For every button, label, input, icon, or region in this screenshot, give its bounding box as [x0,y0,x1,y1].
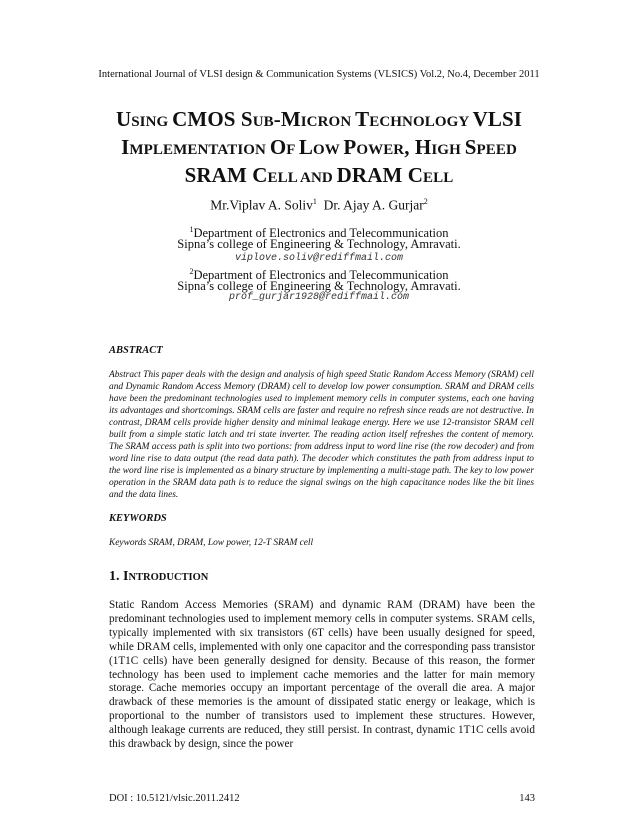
title-line3-segment-0: SRAM C [184,163,268,187]
title-line2-segment-8: , H [404,135,432,159]
title-line2-segment-3: F [286,142,299,158]
paper-title [40,107,598,191]
author-2-name: Dr. Ajay A. Gurjar [323,197,424,213]
title-line1-segment-1: SING [131,114,173,130]
affiliation-1-sup: 1 [189,225,194,234]
page-number: 143 [519,793,535,804]
introduction-heading-num: 1. I [109,569,129,584]
author-1-name: Mr.Viplav A. Soliv [210,197,313,213]
title-line3-segment-3: ELL [423,170,454,186]
title-line1-segment-8: VLSI [472,107,523,131]
title-line2-segment-10: S [464,135,477,159]
journal-header: International Journal of VLSI design & Communication Systems (VLSICS) Vol.2, No.4, December 2011 [98,69,540,80]
introduction-text: Static Random Access Memories (SRAM) and dynamic RAM (DRAM) have been the predominant technologies used to implement memory cells in computer systems. SRAM cells, typically implemented with six transistors (6T cells) have been usually designed for speed, while DRAM cells, implemented with only one capacitor and the corresponding pass transistor (1T1C cells) have been generally designed for density. Because of this reason, the former technology has been used to implement cache memories and the latter for main memory storage. Cache memories occupy an important percentage of the overall die area. A major drawback of these memories is the amount of dissipated static energy or leakage, which is proportional to the number of transistors used to implement these structures. However, although leakage currents are reduced, they still persist. In contrast, dynamic 1T1C cells avoid this drawback by design, since the power [109,599,535,751]
affiliation-2-dept-text: Department of Electronics and Telecommunication [193,268,449,283]
author-1-sup: 1 [312,197,317,206]
title-line2-segment-0: I [121,135,130,159]
title-line2-segment-11: PEED [476,142,517,158]
title-line1-segment-4: -M [273,107,301,131]
abstract-heading: ABSTRACT [109,345,163,356]
keywords-text: Keywords SRAM, DRAM, Low power, 12-T SRAM cell [109,538,314,548]
affiliation-2-email[interactable]: prof_gurjar1928@rediffmail.com [228,292,410,303]
affiliation-1-email[interactable]: viplove.soliv@rediffmail.com [234,253,404,264]
title-line2-segment-2: O [269,135,287,159]
affiliation-1-dept-text: Department of Electronics and Telecommunication [193,226,449,241]
title-line3-segment-2: DRAM C [336,163,424,187]
introduction-heading-rest: NTRODUCTION [128,572,209,583]
title-line2-segment-6: P [343,135,357,159]
title-line-2 [40,135,598,163]
keywords-heading: KEYWORDS [109,513,167,524]
title-line-1 [40,107,598,135]
title-line1-segment-7: ECHNOLOGY [369,114,473,130]
affiliation-2-sup: 2 [189,267,194,276]
author-2-sup: 2 [423,197,428,206]
title-line1-segment-3: UB [252,114,274,130]
title-line1-segment-0: U [115,107,132,131]
title-line2-segment-9: IGH [431,142,465,158]
title-line1-segment-6: T [355,107,370,131]
title-line2-segment-5: OW [312,142,344,158]
title-line3-segment-1: ELL AND [267,170,337,186]
title-line-3 [40,163,598,191]
title-line1-segment-5: ICRON [300,114,356,130]
title-line1-segment-2: CMOS S [172,107,253,131]
title-line2-segment-4: L [298,135,313,159]
affiliation-1-college: Sipna’s college of Engineering & Technology, Amravati. [177,237,461,251]
introduction-heading [109,569,208,585]
title-line2-segment-7: OWER [356,142,405,158]
abstract-text: Abstract This paper deals with the design and analysis of high speed Static Random Access Memory (SRAM) cell and Dynamic Random Access Memory (DRAM) cell to develop low power consumption. SRAM and DRAM cells have been the predominant technologies used to implement memory cells in computer systems, each one having its advantages and shortcomings. SRAM cells are faster and require no refresh since reads are not destructive. In contrast, DRAM cells provide higher density and minimal leakage energy. Here we use 12-transistor SRAM cell built from a simple static latch and tri state inverter. The reading action itself refreshes the content of memory. The SRAM access path is split into two portions: from address input to word line rise (the row decoder) and from word line rise to data output (the read data path). The decoder which constitutes the path from address input to the word line rise is implemented as a binary structure by implementing a multi-stage path. The key to low power operation in the SRAM data path is to reduce the signal swings on the high capacitance nodes like the bit lines and the data lines. [109,370,534,501]
affiliation-2-college: Sipna’s college of Engineering & Technology, Amravati. [177,279,461,293]
doi-footer: DOI : 10.5121/vlsic.2011.2412 [109,793,240,804]
author-list [0,197,638,214]
title-line2-segment-1: MPLEMENTATION [129,142,270,158]
